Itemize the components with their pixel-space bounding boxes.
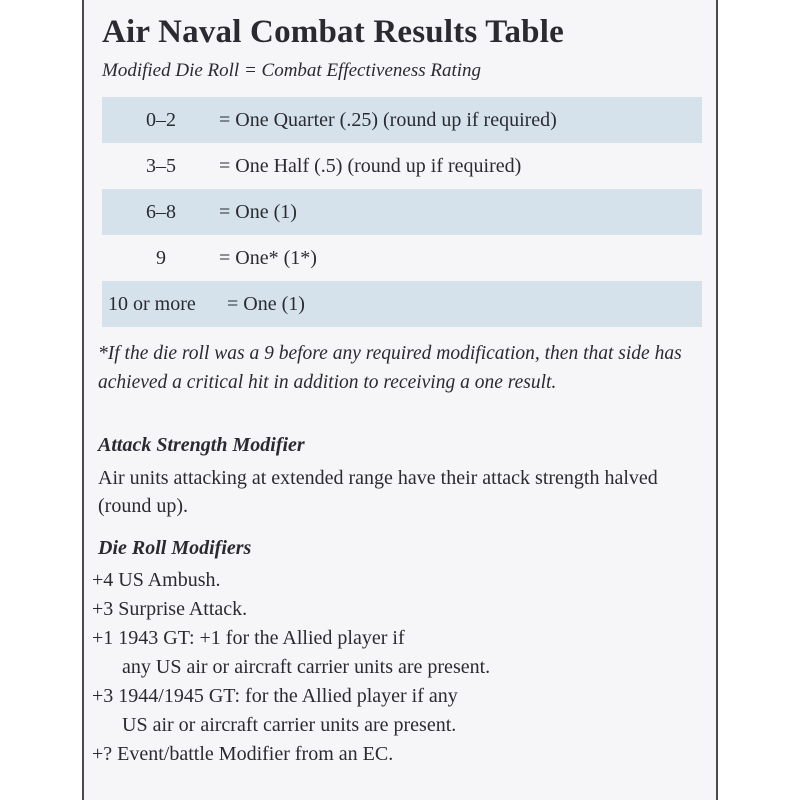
attack-modifier-text: Air units attacking at extended range have their attack strength halved (round up). xyxy=(98,467,658,517)
result-value: = One Quarter (.25) (round up if required) xyxy=(219,109,557,131)
modifier-text: +1 1943 GT: +1 for the Allied player if xyxy=(92,627,405,649)
modifier-item xyxy=(92,595,712,624)
table-subtitle: Modified Die Roll = Combat Effectiveness Rating xyxy=(102,60,482,81)
result-row xyxy=(102,189,702,235)
result-row xyxy=(102,143,702,189)
die-roll-modifiers-list xyxy=(92,566,712,769)
modifier-item xyxy=(92,740,712,769)
table-title: Air Naval Combat Results Table xyxy=(102,14,564,50)
attack-modifier-heading: Attack Strength Modifier xyxy=(98,434,305,456)
result-value: = One (1) xyxy=(227,293,305,315)
modifier-item xyxy=(92,566,712,595)
critical-hit-footnote: *If the die roll was a 9 before any required modification, then that side has achieved a critical hit in addition to receiving a one result. xyxy=(98,343,682,393)
die-roll-range: 10 or more xyxy=(108,293,196,315)
result-row xyxy=(102,235,702,281)
die-roll-modifiers-heading: Die Roll Modifiers xyxy=(98,537,252,559)
modifier-text: +3 Surprise Attack. xyxy=(92,598,248,620)
result-value: = One (1) xyxy=(219,201,297,223)
result-value: = One* (1*) xyxy=(219,247,317,269)
modifier-item xyxy=(92,682,712,740)
die-roll-range: 9 xyxy=(156,247,166,269)
modifier-text: +? Event/battle Modifier from an EC. xyxy=(92,743,394,765)
result-row xyxy=(102,281,702,327)
die-roll-range: 6–8 xyxy=(146,201,176,223)
die-roll-range: 3–5 xyxy=(146,155,176,177)
modifier-continuation: any US air or aircraft carrier units are present. xyxy=(122,656,491,678)
modifier-item xyxy=(92,624,712,682)
modifier-text: +3 1944/1945 GT: for the Allied player if any xyxy=(92,685,458,707)
modifier-continuation: US air or aircraft carrier units are present. xyxy=(122,714,457,736)
crt-card xyxy=(82,0,718,800)
modifier-text: +4 US Ambush. xyxy=(92,569,221,591)
die-roll-range: 0–2 xyxy=(146,109,176,131)
result-value: = One Half (.5) (round up if required) xyxy=(219,155,522,177)
results-table xyxy=(102,97,702,327)
result-row xyxy=(102,97,702,143)
